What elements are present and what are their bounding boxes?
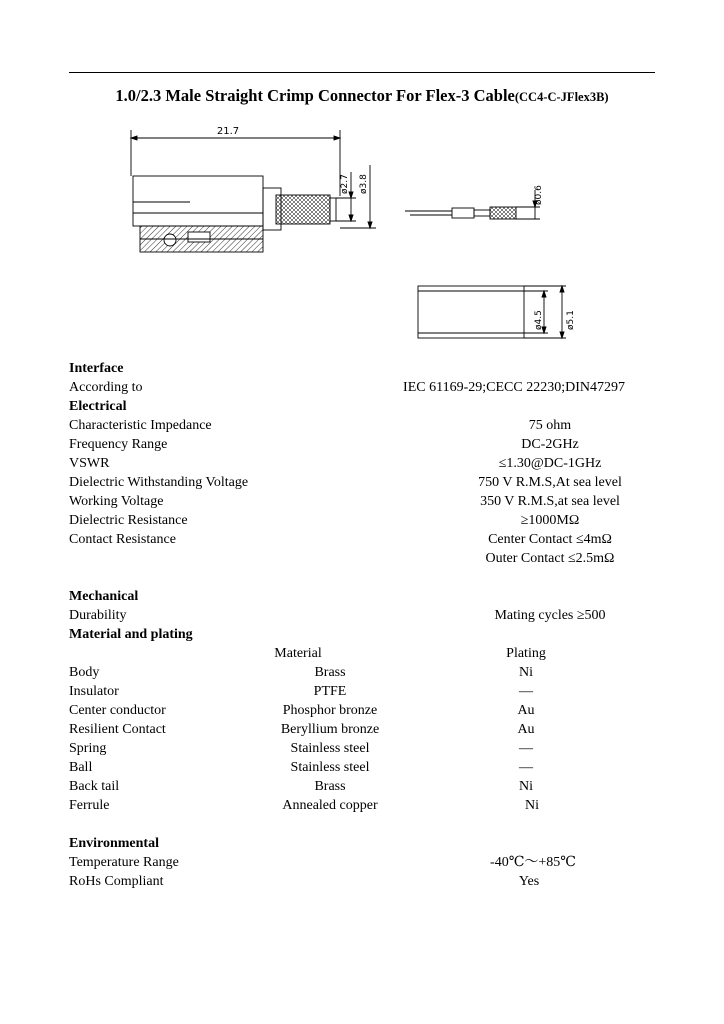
spec-label: RoHs Compliant xyxy=(69,874,164,889)
spec-row xyxy=(0,853,724,872)
dim-length-label: 21.7 xyxy=(216,126,240,137)
heading-mechanical: Mechanical xyxy=(69,589,139,604)
section-material xyxy=(0,625,724,644)
part-name: Center conductor xyxy=(69,703,166,718)
table-row xyxy=(0,777,724,796)
spec-label: According to xyxy=(69,380,143,395)
heading-electrical: Electrical xyxy=(69,399,127,414)
part-plating: Au xyxy=(517,722,535,737)
section-mechanical xyxy=(0,587,724,606)
table-row xyxy=(0,739,724,758)
spec-row xyxy=(0,378,724,397)
table-row xyxy=(0,720,724,739)
table-row xyxy=(0,701,724,720)
part-plating: — xyxy=(519,684,533,699)
spec-row xyxy=(0,549,724,568)
part-name: Spring xyxy=(69,741,107,756)
material-table-header xyxy=(0,644,724,663)
part-name: Body xyxy=(69,665,100,680)
spec-row xyxy=(0,473,724,492)
dim-d2-label: ø3.8 xyxy=(359,174,369,194)
table-row xyxy=(0,758,724,777)
spec-label: Dielectric Withstanding Voltage xyxy=(69,475,249,490)
spec-row xyxy=(0,416,724,435)
connector-drawing xyxy=(0,0,724,360)
part-plating: Ni xyxy=(525,798,539,813)
spec-value: Yes xyxy=(518,874,540,889)
part-name: Ferrule xyxy=(69,798,110,813)
title-code: (CC4-C-JFlex3B) xyxy=(514,90,609,104)
spec-value: Outer Contact ≤2.5mΩ xyxy=(485,551,615,566)
spec-label: Contact Resistance xyxy=(69,532,176,547)
part-plating: Ni xyxy=(519,779,533,794)
spec-value: Center Contact ≤4mΩ xyxy=(488,532,612,547)
part-material: Brass xyxy=(314,665,346,680)
part-material: Stainless steel xyxy=(290,741,370,756)
spec-value: -40℃～+85℃ xyxy=(490,855,576,870)
spec-row xyxy=(0,435,724,454)
part-material: PTFE xyxy=(313,684,347,699)
col-plating-header: Plating xyxy=(506,646,546,661)
spec-row xyxy=(0,454,724,473)
title-main: 1.0/2.3 Male Straight Crimp Connector For Flex-3 Cable xyxy=(115,86,515,105)
spec-label: Frequency Range xyxy=(69,437,168,452)
spec-label: Temperature Range xyxy=(69,855,179,870)
dim-ferrule-outer-label: ø5.1 xyxy=(566,310,576,330)
table-row xyxy=(0,682,724,701)
dim-pin-label: ø0.6 xyxy=(534,185,544,205)
heading-interface: Interface xyxy=(69,361,124,376)
spec-label: Working Voltage xyxy=(69,494,164,509)
part-plating: Ni xyxy=(519,665,533,680)
spec-value: ≤1.30@DC-1GHz xyxy=(498,456,602,471)
part-plating: — xyxy=(519,760,533,775)
section-interface xyxy=(0,359,724,378)
spec-value: IEC 61169-29;CECC 22230;DIN47297 xyxy=(403,380,625,395)
heading-environmental: Environmental xyxy=(69,836,159,851)
section-environmental xyxy=(0,834,724,853)
part-material: Beryllium bronze xyxy=(280,722,380,737)
spec-value: Mating cycles ≥500 xyxy=(494,608,606,623)
dim-ferrule-inner-label: ø4.5 xyxy=(534,310,544,330)
spec-row xyxy=(0,530,724,549)
contact-pin-view xyxy=(405,190,540,219)
dim-d1-label: ø2.7 xyxy=(340,174,350,194)
spec-label: Durability xyxy=(69,608,127,623)
part-material: Brass xyxy=(314,779,346,794)
spec-value: ≥1000MΩ xyxy=(520,513,580,528)
col-material-header: Material xyxy=(274,646,322,661)
section-electrical xyxy=(0,397,724,416)
spec-value: 750 V R.M.S,At sea level xyxy=(478,475,622,490)
spec-row xyxy=(0,872,724,891)
part-name: Ball xyxy=(69,760,93,775)
part-material: Stainless steel xyxy=(290,760,370,775)
part-material: Phosphor bronze xyxy=(282,703,378,718)
part-plating: — xyxy=(519,741,533,756)
spec-label: VSWR xyxy=(69,456,110,471)
spec-row xyxy=(0,492,724,511)
part-name: Insulator xyxy=(69,684,119,699)
part-name: Resilient Contact xyxy=(69,722,166,737)
spec-value: 350 V R.M.S,at sea level xyxy=(480,494,620,509)
spec-row xyxy=(0,511,724,530)
part-plating: Au xyxy=(517,703,535,718)
spec-value: DC-2GHz xyxy=(521,437,579,452)
spec-label: Dielectric Resistance xyxy=(69,513,188,528)
heading-material: Material and plating xyxy=(69,627,193,642)
spec-row xyxy=(0,606,724,625)
spec-label: Characteristic Impedance xyxy=(69,418,212,433)
table-row xyxy=(0,663,724,682)
part-name: Back tail xyxy=(69,779,120,794)
table-row xyxy=(0,796,724,815)
spec-value: 75 ohm xyxy=(528,418,572,433)
part-material: Annealed copper xyxy=(282,798,378,813)
